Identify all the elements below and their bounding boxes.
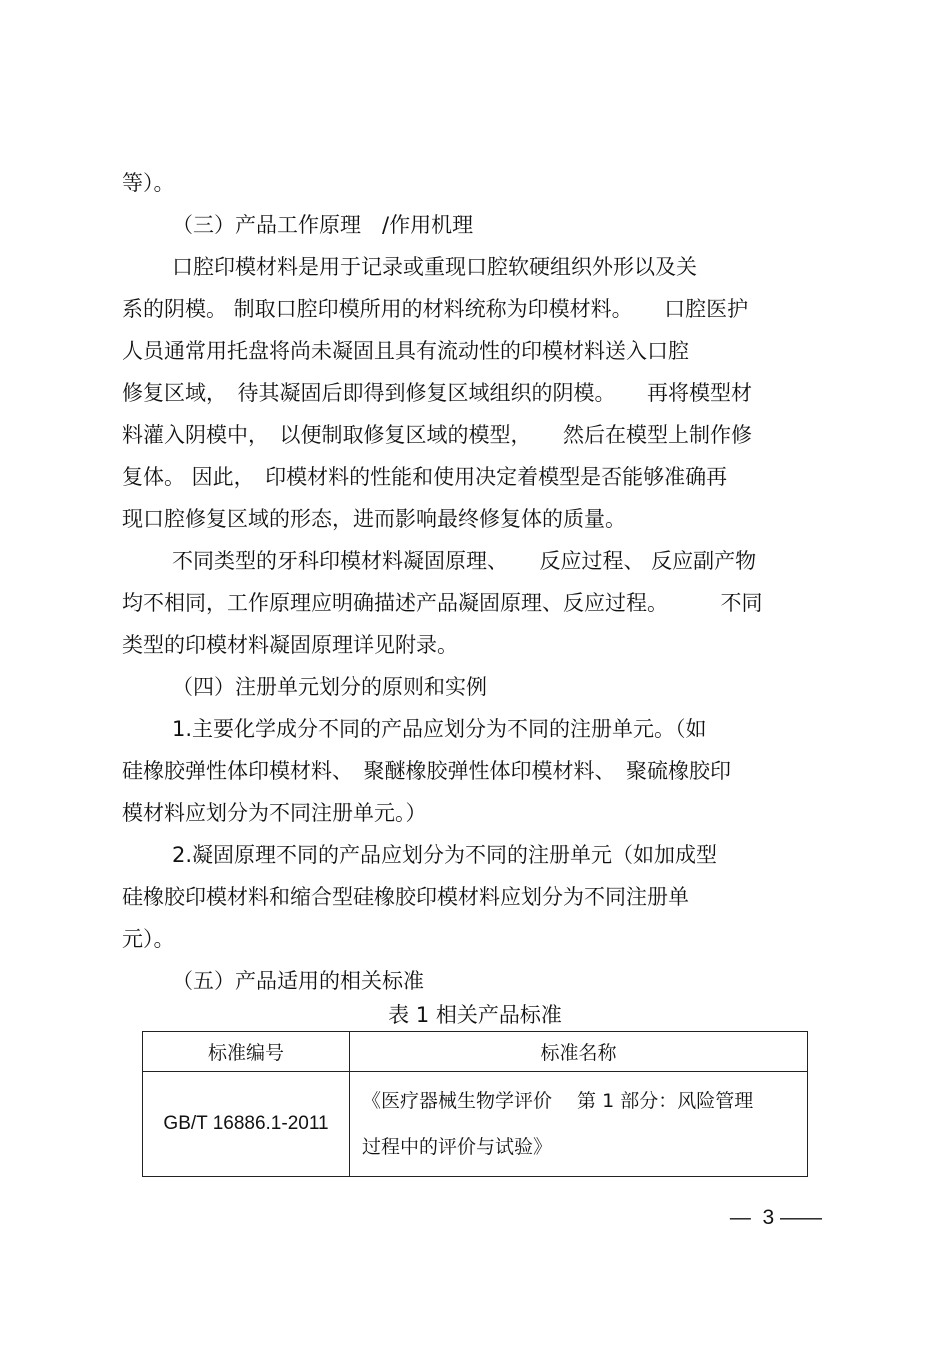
standard-name-line: 《医疗器械生物学评价 第 1 部分：风险管理 [362,1090,754,1112]
standard-name-line: 过程中的评价与试验》 [362,1136,553,1158]
section-heading: （三）产品工作原理 /作用机理 [172,213,474,237]
section-heading: （五）产品适用的相关标准 [172,969,424,993]
standard-name-cell [350,1072,808,1177]
table-caption: 表 1 相关产品标准 [388,1003,562,1027]
text-line: 1.主要化学成分不同的产品应划分为不同的注册单元。（如 [172,717,707,741]
column-header-name: 标准名称 [350,1032,808,1072]
standards-table [142,1031,808,1177]
text-line: 系的阴模。 制取口腔印模所用的材料统称为印模材料。 口腔医护 [122,297,749,321]
text-line: 料灌入阴模中， 以便制取修复区域的模型， 然后在模型上制作修 [122,423,752,447]
text-line: 模材料应划分为不同注册单元。） [122,801,427,825]
text-line: 人员通常用托盘将尚未凝固且具有流动性的印模材料送入口腔 [122,339,689,363]
section-heading: （四）注册单元划分的原则和实例 [172,675,487,699]
text-line: 修复区域， 待其凝固后即得到修复区域组织的阴模。 再将模型材 [122,381,752,405]
table-header-row [143,1032,808,1072]
table-row [143,1072,808,1177]
page-number: — 3 —— [729,1206,822,1229]
text-line: 现口腔修复区域的形态，进而影响最终修复体的质量。 [122,507,626,531]
text-line: 不同类型的牙科印模材料凝固原理、 反应过程、 反应副产物 [172,549,757,573]
text-line: 均不相同，工作原理应明确描述产品凝固原理、反应过程。 不同 [122,591,763,615]
text-line: 硅橡胶弹性体印模材料、 聚醚橡胶弹性体印模材料、 聚硫橡胶印 [122,759,731,783]
text-line: 2.凝固原理不同的产品应划分为不同的注册单元（如加成型 [172,843,718,867]
text-line: 硅橡胶印模材料和缩合型硅橡胶印模材料应划分为不同注册单 [122,885,689,909]
standard-code-cell: GB/T 16886.1-2011 [143,1072,350,1177]
text-line: 类型的印模材料凝固原理详见附录。 [122,633,458,657]
text-line: 等）。 [122,171,175,195]
text-line: 口腔印模材料是用于记录或重现口腔软硬组织外形以及关 [172,255,697,279]
text-line: 复体。 因此， 印模材料的性能和使用决定着模型是否能够准确再 [122,465,728,489]
text-line: 元）。 [122,927,175,951]
column-header-code: 标准编号 [143,1032,350,1072]
